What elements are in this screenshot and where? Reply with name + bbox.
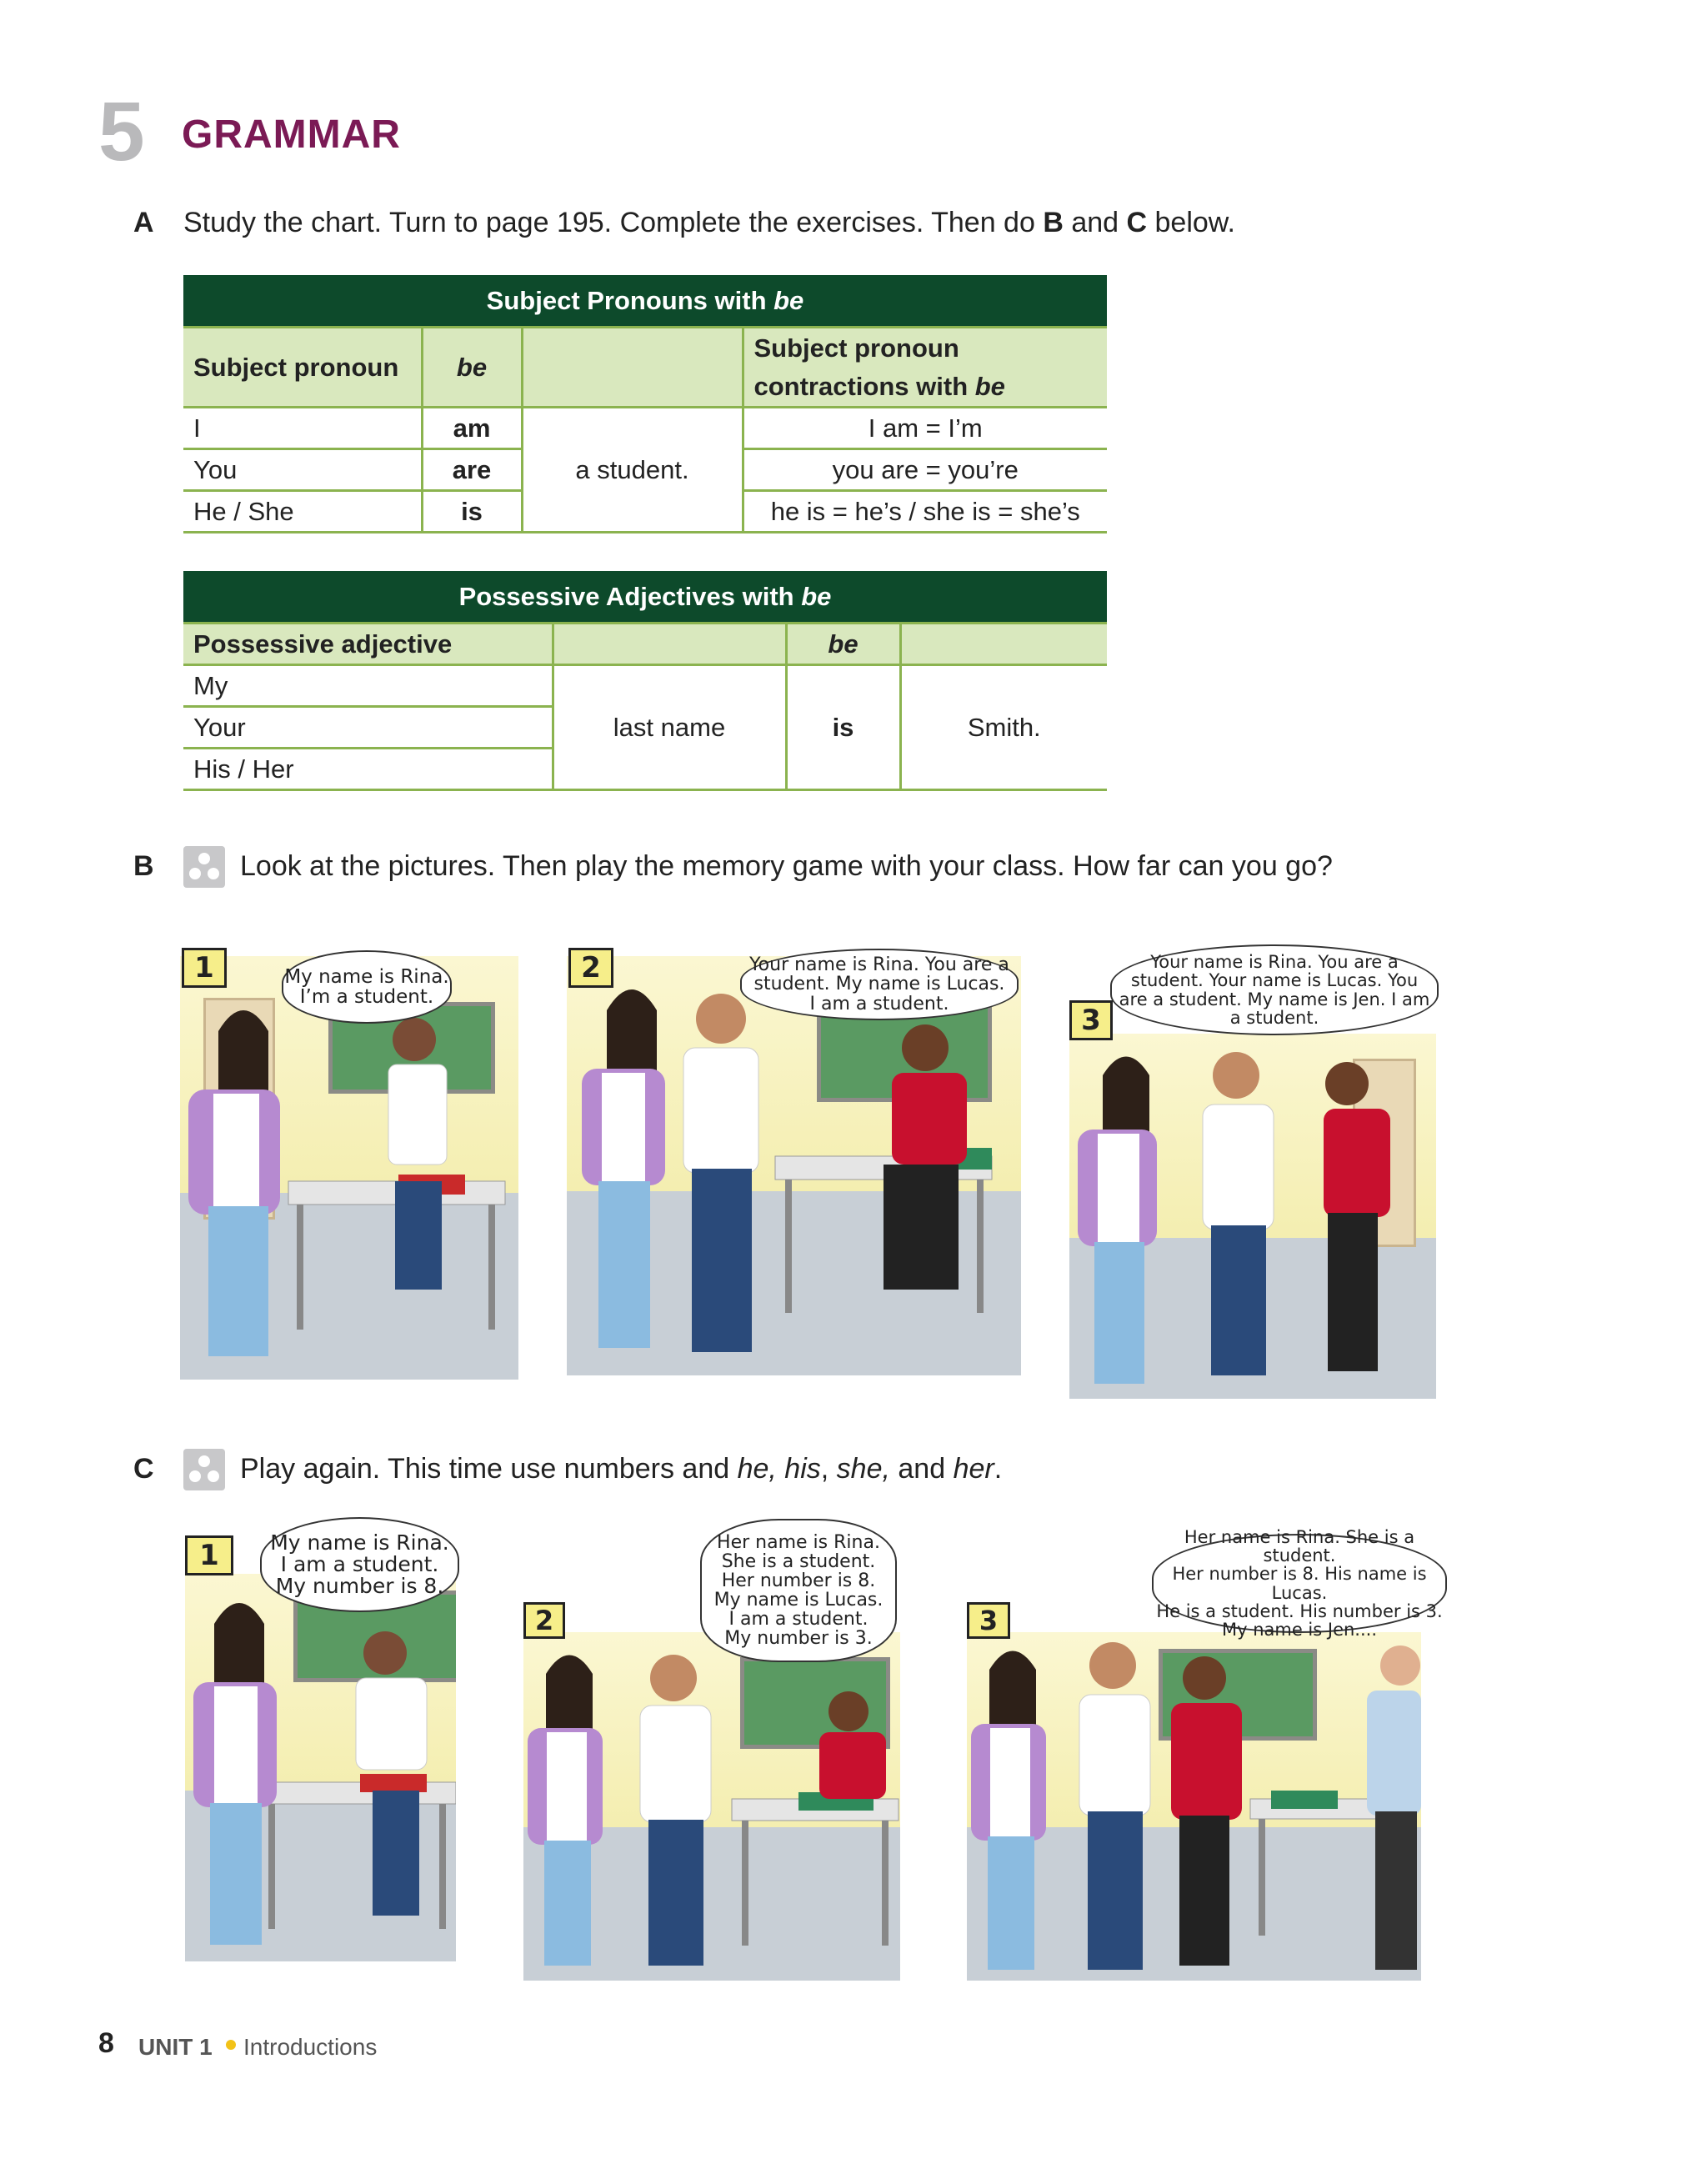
possessive-adjectives-table — [183, 571, 1107, 791]
classroom-illustration-icon — [567, 956, 1021, 1375]
classroom-illustration-icon — [967, 1632, 1421, 1981]
section-title: GRAMMAR — [182, 113, 401, 157]
table1-header-be: be — [422, 328, 522, 408]
bullet-dot-icon — [226, 2040, 236, 2050]
page-number: 8 — [98, 2027, 114, 2059]
table2-title: Possessive Adjectives with be — [183, 571, 1107, 624]
speech-bubble-b3: Your name is Rina. You are a student. Your name is Lucas. You are a student. My name is Jen. I am a student. — [1110, 944, 1439, 1035]
table2-header-be: be — [786, 624, 900, 665]
pronoun-cell: I — [183, 408, 422, 449]
table2-header-blank — [553, 624, 786, 665]
table-row — [183, 665, 1107, 707]
comic-panel-c3 — [967, 1632, 1421, 1981]
panel-number-c3: 3 — [967, 1602, 1010, 1639]
verb-cell: is — [786, 665, 900, 790]
table1-header-contractions: Subject pronoun contractions with be — [743, 328, 1107, 408]
step-b-instruction: Look at the pictures. Then play the memory game with your class. How far can you go? — [240, 850, 1333, 882]
step-b-letter: B — [133, 850, 154, 882]
adjective-cell: My — [183, 665, 553, 707]
section-number: 5 — [98, 85, 142, 178]
be-cell: am — [422, 408, 522, 449]
speech-bubble-c1: My name is Rina. I am a student. My number is 8. — [260, 1517, 459, 1612]
noun-cell: last name — [553, 665, 786, 790]
unit-topic: Introductions — [243, 2034, 378, 2060]
table2-header-blank-2 — [900, 624, 1107, 665]
table-row — [183, 408, 1107, 449]
table1-title: Subject Pronouns with be — [183, 275, 1107, 328]
table1-header-blank — [522, 328, 743, 408]
comic-panel-b3 — [1069, 1034, 1436, 1399]
speech-bubble-c3: Her name is Rina. She is a student. Her number is 8. His name is Lucas. He is a student. His number is 3. My name is Jen.... — [1152, 1534, 1447, 1633]
step-a-letter: A — [133, 207, 154, 238]
be-cell: is — [422, 491, 522, 533]
adjective-cell: His / Her — [183, 749, 553, 790]
panel-number-c2: 2 — [523, 1602, 565, 1639]
unit-label: UNIT 1 — [138, 2034, 213, 2060]
speech-bubble-c2: Her name is Rina. She is a student. Her number is 8. My name is Lucas. I am a student. My number is 3. — [700, 1519, 897, 1662]
table1-header-pronoun: Subject pronoun — [183, 328, 422, 408]
name-cell: Smith. — [900, 665, 1107, 790]
complement-cell: a student. — [522, 408, 743, 533]
table2-header-adjective: Possessive adjective — [183, 624, 553, 665]
step-c-instruction: Play again. This time use numbers and he, his, she, and her. — [240, 1453, 1003, 1485]
panel-number-b1: 1 — [182, 948, 227, 988]
classroom-illustration-icon — [1069, 1034, 1436, 1399]
step-a-instruction: Study the chart. Turn to page 195. Complete the exercises. Then do B and C below. — [183, 207, 1235, 238]
group-work-icon — [183, 1449, 225, 1490]
pronoun-cell: You — [183, 449, 422, 491]
comic-panel-c2 — [523, 1632, 900, 1981]
panel-number-b3: 3 — [1069, 1000, 1113, 1040]
adjective-cell: Your — [183, 707, 553, 749]
contraction-cell: he is = he’s / she is = she’s — [743, 491, 1107, 533]
comic-panel-c1 — [185, 1574, 456, 1961]
classroom-illustration-icon — [523, 1632, 900, 1981]
contraction-cell: you are = you’re — [743, 449, 1107, 491]
pronoun-cell: He / She — [183, 491, 422, 533]
contraction-cell: I am = I’m — [743, 408, 1107, 449]
panel-number-c1: 1 — [185, 1535, 233, 1575]
panel-number-b2: 2 — [568, 948, 613, 988]
comic-panel-b2 — [567, 956, 1021, 1375]
group-work-icon — [183, 846, 225, 888]
step-c-letter: C — [133, 1453, 154, 1485]
classroom-illustration-icon — [185, 1574, 456, 1961]
speech-bubble-b2: Your name is Rina. You are a student. My name is Lucas. I am a student. — [740, 949, 1019, 1020]
be-cell: are — [422, 449, 522, 491]
speech-bubble-b1: My name is Rina. I’m a student. — [282, 950, 452, 1024]
subject-pronouns-table — [183, 275, 1107, 533]
